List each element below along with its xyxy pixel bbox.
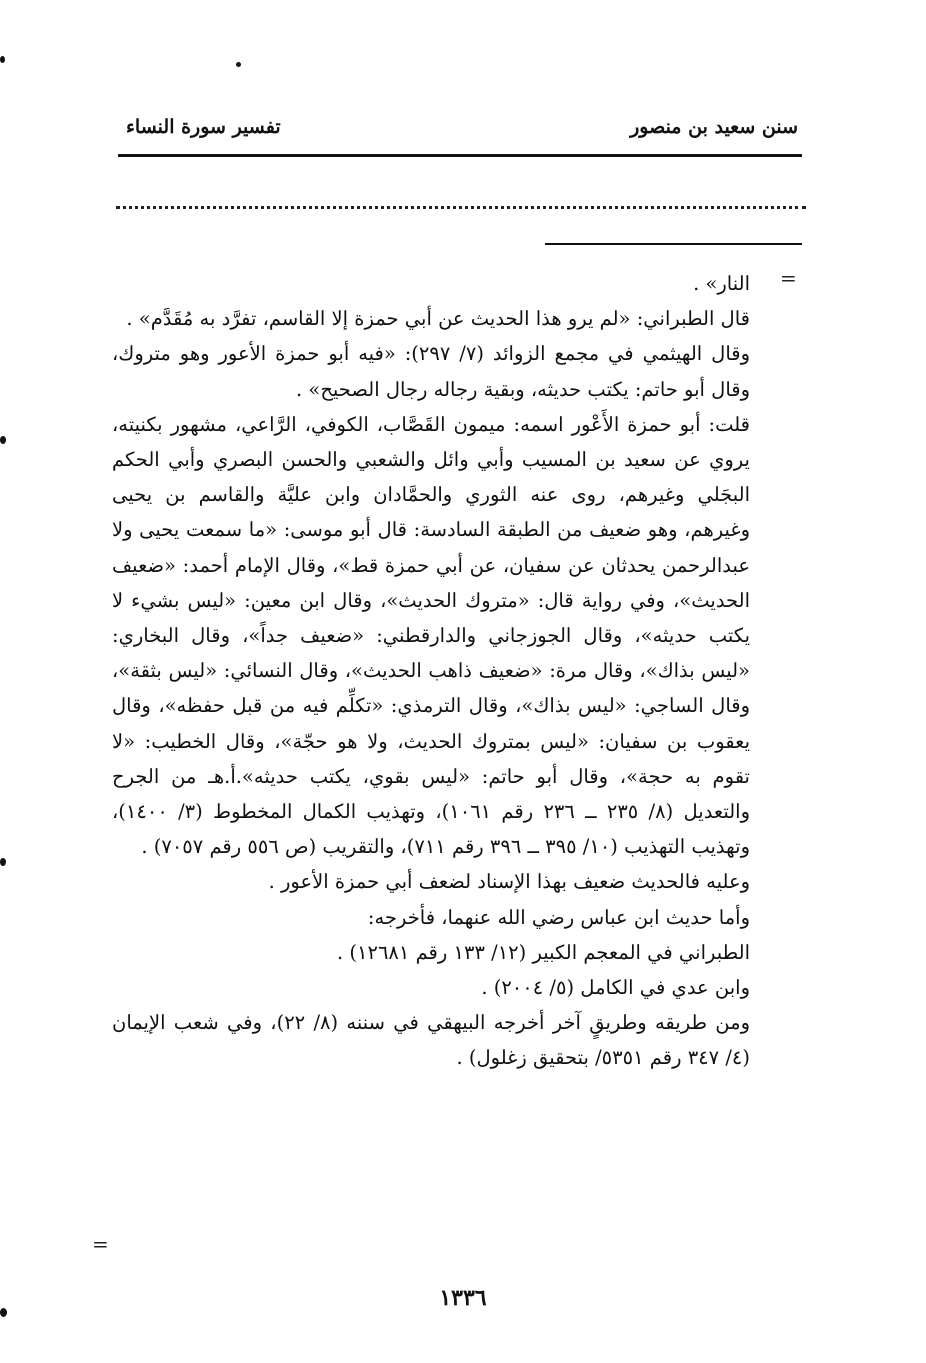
continuation-mark-top: = [780, 266, 797, 290]
scan-speck [0, 858, 6, 866]
paragraph: الطبراني في المعجم الكبير (١٢/ ١٣٣ رقم ١٢٦٨١) . [336, 940, 750, 964]
paragraph: وابن عدي في الكامل (٥/ ٢٠٠٤) . [481, 976, 750, 1000]
scan-speck [0, 56, 5, 63]
running-header [118, 110, 802, 144]
paragraph: النار» . [693, 272, 750, 295]
paragraph: وعليه فالحديث ضعيف بهذا الإسناد لضعف أبي حمزة الأعور . [268, 870, 750, 894]
paragraph: وأما حديث ابن عباس رضي الله عنهما، فأخرجه: [367, 905, 750, 929]
paragraph: ومن طريقه وطريقٍ آخر أخرجه البيهقي في سننه (٨/ ٢٢)، وفي شعب الإيمان (٤/ ٣٤٧ رقم ٥٣٥١/ بتحقيق زغلول) . [112, 1011, 750, 1070]
section-title: تفسير سورة النساء [126, 116, 281, 138]
page-number: ١٣٣٦ [439, 1285, 487, 1311]
book-title: سنن سعيد بن منصور [630, 116, 798, 138]
header-rule [118, 154, 802, 157]
paragraph: قال الطبراني: «لم يرو هذا الحديث عن أبي حمزة إلا القاسم، تفرَّد به مُقَدَّم» . [126, 307, 750, 331]
scan-speck [236, 62, 241, 67]
dotted-separator [116, 206, 806, 209]
continuation-mark-bottom: = [92, 1232, 109, 1256]
paragraph: قلت: أبو حمزة الأَعْور اسمه: ميمون القَصَّاب، الكوفي، الرَّاعي، مشهور بكنيته، يروي عن سعيد بن المسيب وأبي وائل والشعبي والحسن البصري وأبي الحكم البجَلي وغيرهم، روى عنه الثوري والحمَّادان وابن عليَّة والقاسم بن يحيى وغيرهم، وهو ضعيف من الطبقة السادسة: قال أبو موسى: «ما سمعت يحيى ولا عبدالرحمن يحدثان عن سفيان، عن أبي حمزة قط»، وقال الإمام أحمد: «ضعيف الحديث»، وفي رواية قال: «متروك الحديث»، وقال ابن معين: «ليس بشيء لا يكتب حديثه»، وقال الجوزجاني والدارقطني: «ضعيف جداً»، وقال البخاري: «ليس بذاك»، وقال مرة: «ضعيف ذاهب الحديث»، وقال النسائي: «ليس بثقة»، وقال الساجي: «ليس بذاك»، وقال الترمذي: «تكلِّم فيه من قبل حفظه»، وقال يعقوب بن سفيان: «ليس بمتروك الحديث، ولا هو حجّة»، وقال الخطيب: «لا تقوم به حجة»، وقال أبو حاتم: «ليس بقوي، يكتب حديثه».أ.هـ من الجرح والتعديل (٨/ ٢٣٥ ــ ٢٣٦ رقم ١٠٦١)، وتهذيب الكمال المخطوط (٣/ ١٤٠٠)، وتهذيب التهذيب (١٠/ ٣٩٥ ــ ٣٩٦ رقم ٧١١)، والتقريب (ص ٥٥٦ رقم ٧٠٥٧) . [112, 412, 750, 859]
footnote-body [112, 266, 750, 1076]
footnote-rule [545, 243, 802, 245]
paragraph: وقال الهيثمي في مجمع الزوائد (٧/ ٢٩٧): «فيه أبو حمزة الأعور وهو متروك، وقال أبو حاتم: يكتب حديثه، وبقية رجاله رجال الصحيح» . [112, 342, 750, 401]
scan-speck [0, 436, 6, 444]
